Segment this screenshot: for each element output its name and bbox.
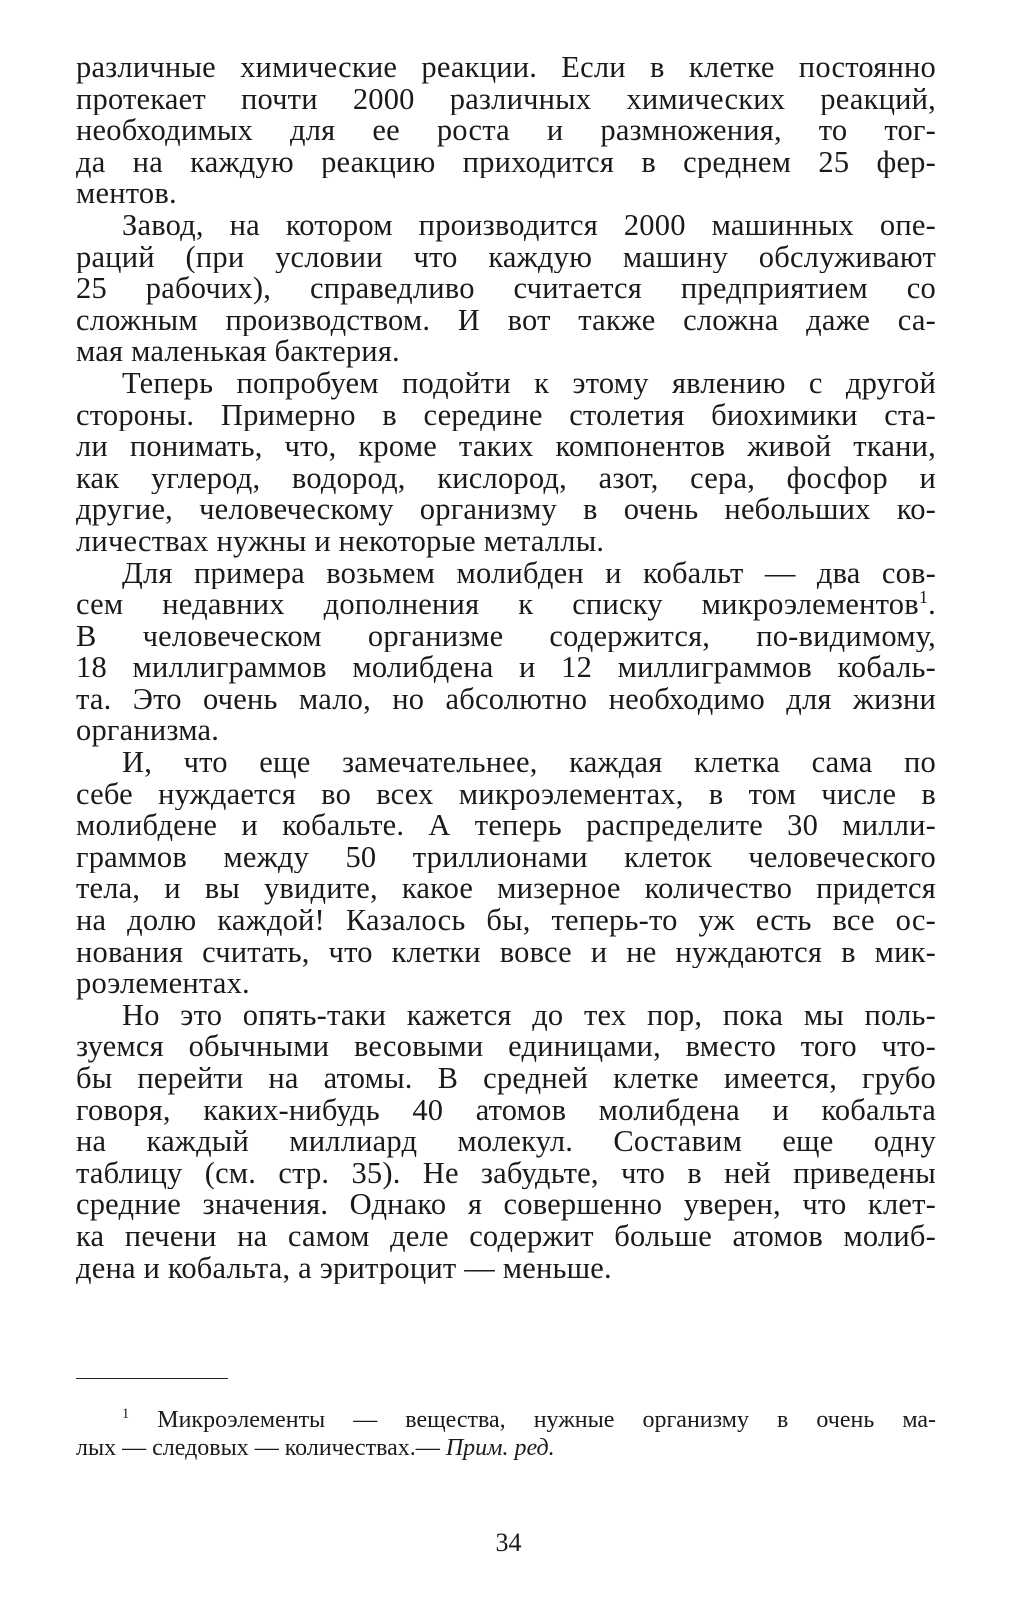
text-line: стороны. Примерно в середине столетия биохимики ста- bbox=[76, 399, 936, 432]
paragraph-3 bbox=[76, 368, 936, 558]
text-line: другие, человеческому организму в очень небольших ко- bbox=[76, 494, 936, 526]
text-line: Завод, на котором производится 2000 машинных опе- bbox=[122, 209, 936, 242]
text-line: да на каждую реакцию приходится в среднем 25 фер- bbox=[76, 146, 936, 179]
text-line: ка печени на самом деле содержит больше атомов молиб- bbox=[76, 1220, 936, 1253]
paragraph-1 bbox=[76, 52, 936, 210]
paragraph-5 bbox=[76, 747, 936, 1000]
text-line: бы перейти на атомы. В средней клетке имеется, грубо bbox=[76, 1063, 936, 1095]
book-page bbox=[76, 52, 936, 1284]
text-line: средние значения. Однако я совершенно уверен, что клет- bbox=[76, 1189, 936, 1221]
text-line: личествах нужны и некоторые металлы. bbox=[76, 525, 605, 558]
editor-note: Прим. ред. bbox=[445, 1435, 555, 1461]
text-line: 18 миллиграммов молибдена и 12 миллиграммов кобаль- bbox=[76, 652, 936, 684]
footnote-line bbox=[76, 1434, 936, 1462]
text-line: протекает почти 2000 различных химических реакций, bbox=[76, 83, 936, 116]
text-line: В человеческом организме содержится, по-видимому, bbox=[76, 620, 936, 653]
text-line: таблицу (см. стр. 35). Не забудьте, что в ней приведены bbox=[76, 1157, 936, 1190]
text-line: тела, и вы увидите, какое мизерное количество придется bbox=[76, 873, 936, 906]
text-line: ментов. bbox=[76, 178, 177, 210]
text-line: нования считать, что клетки вовсе и не нуждаются в мик- bbox=[76, 936, 936, 969]
text-line: сем недавних дополнения к списку микроэлементов$^1$. bbox=[76, 589, 936, 621]
text-line: И, что еще замечательнее, каждая клетка сама по bbox=[122, 747, 936, 779]
text-line: раций (при условии что каждую машину обслуживают bbox=[76, 241, 936, 274]
text-line: себе нуждается во всех микроэлементах, в том числе в bbox=[76, 778, 936, 811]
text-line-content: сем недавних дополнения к списку микроэлементов bbox=[76, 589, 919, 621]
footnote-marker: 1 bbox=[122, 1406, 130, 1422]
text-line: зуемся обычными весовыми единицами, вместо того что- bbox=[76, 1031, 936, 1063]
text-line: 25 рабочих), справедливо считается предприятием со bbox=[76, 273, 936, 305]
text-line: говоря, каких-нибудь 40 атомов молибдена и кобальта bbox=[76, 1094, 936, 1127]
text-line: Для примера возьмем молибден и кобальт — два сов- bbox=[122, 557, 936, 590]
footnote-reference: 1 bbox=[918, 589, 929, 607]
text-line: на каждый миллиард молекул. Составим еще одну bbox=[76, 1126, 936, 1158]
text-line: ли понимать, что, кроме таких компонентов живой ткани, bbox=[76, 431, 936, 463]
text-line: на долю каждой! Казалось бы, теперь-то уж есть все ос- bbox=[76, 905, 936, 937]
text-line: роэлементах. bbox=[76, 968, 250, 1000]
paragraph-4 bbox=[76, 558, 936, 748]
paragraph-2 bbox=[76, 210, 936, 368]
footnote-divider bbox=[76, 1378, 228, 1379]
body-text bbox=[76, 52, 936, 1284]
text-line: различные химические реакции. Если в клетке постоянно bbox=[76, 52, 936, 84]
text-line: необходимых для ее роста и размножения, то тог- bbox=[76, 115, 936, 147]
text-line: сложным производством. И вот также сложна даже са- bbox=[76, 304, 936, 337]
text-line: та. Это очень мало, но абсолютно необходимо для жизни bbox=[76, 683, 936, 716]
text-line: как углерод, водород, кислород, азот, сера, фосфор и bbox=[76, 462, 936, 495]
footnote bbox=[76, 1406, 936, 1462]
text-line: мая маленькая бактерия. bbox=[76, 336, 400, 368]
text-line: организма. bbox=[76, 715, 220, 748]
text-line: Но это опять-таки кажется до тех пор, пока мы поль- bbox=[122, 999, 936, 1032]
text-line: граммов между 50 триллионами клеток человеческого bbox=[76, 841, 936, 874]
page-number: 34 bbox=[495, 1528, 522, 1557]
footnote-text: Микроэлементы — вещества, нужные организму в очень ма- bbox=[157, 1407, 936, 1433]
text-line: Теперь попробуем подойти к этому явлению с другой bbox=[122, 367, 936, 400]
footnote-text: лых — следовых — количествах.— bbox=[76, 1435, 440, 1461]
text-line: молибдене и кобальте. А теперь распределите 30 милли- bbox=[76, 810, 936, 842]
paragraph-6 bbox=[76, 1000, 936, 1284]
footnote-line bbox=[76, 1406, 936, 1434]
text-line: дена и кобальта, а эритроцит — меньше. bbox=[76, 1252, 612, 1285]
